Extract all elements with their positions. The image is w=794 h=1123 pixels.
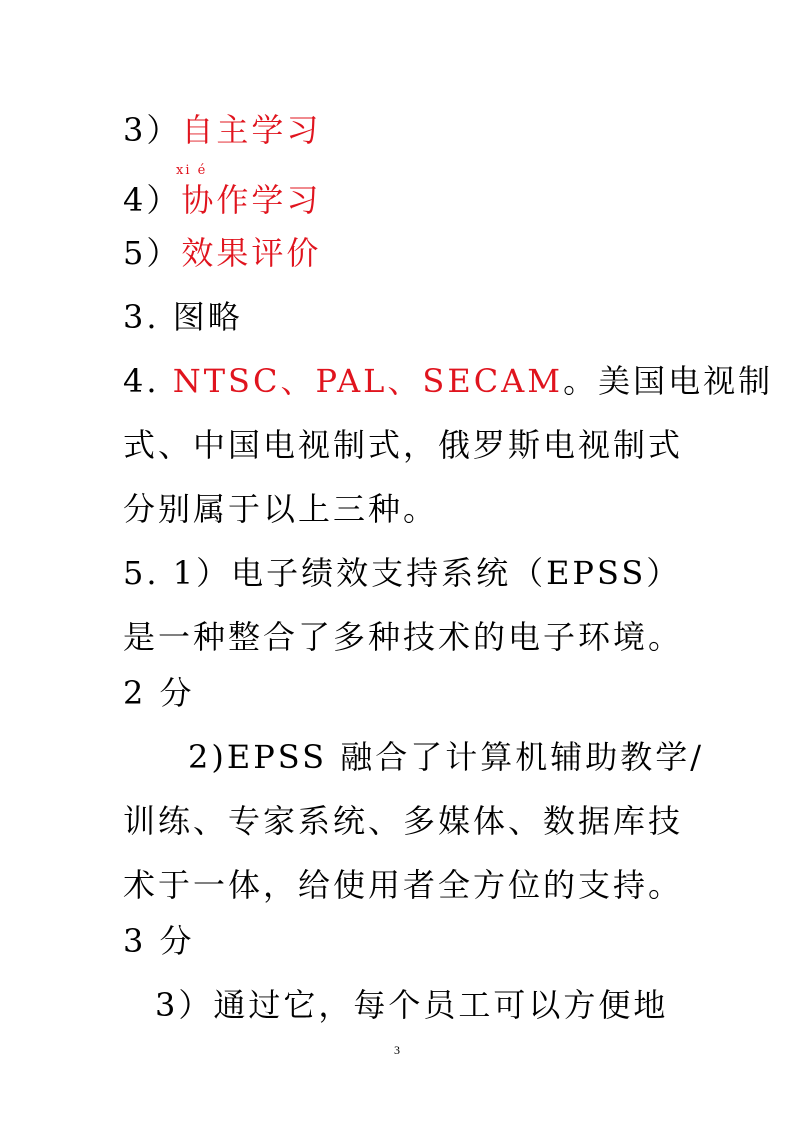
text-line: 分别属于以上三种。 (123, 490, 439, 528)
text-line: 训练、专家系统、多媒体、数据库技 (123, 802, 684, 840)
list-item: 5）效果评价 (123, 234, 322, 272)
text-line: 5. 1）电子绩效支持系统（EPSS） (123, 554, 682, 592)
text-line: 式、中国电视制式，俄罗斯电视制式 (123, 426, 684, 464)
text-line: 3. 图略 (123, 298, 243, 336)
pinyin-annotation: xi é (176, 163, 208, 178)
list-item: 4）协作学习 (123, 181, 322, 219)
score-note: 2 分 (123, 674, 195, 712)
text-line: 术于一体，给使用者全方位的支持。 (123, 866, 684, 904)
list-item: 3）自主学习 (123, 111, 322, 149)
text-line: 4. NTSC、PAL、SECAM。美国电视制 (123, 362, 774, 400)
text-line: 3）通过它，每个员工可以方便地 (155, 986, 669, 1024)
score-note: 3 分 (123, 922, 195, 960)
text-line: 2)EPSS 融合了计算机辅助教学/ (188, 738, 704, 776)
page-number: 3 (394, 1043, 400, 1057)
text-line: 是一种整合了多种技术的电子环境。 (123, 618, 684, 656)
